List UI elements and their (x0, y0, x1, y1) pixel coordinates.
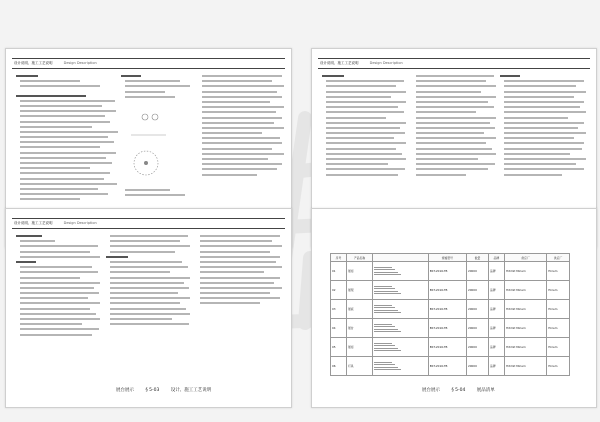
column-header (373, 254, 429, 262)
footer-title: 展品清单 (476, 388, 495, 393)
text-column-left (16, 235, 101, 339)
text-column-left (322, 75, 407, 179)
product-thumb (373, 281, 429, 300)
brand: 品牌 (489, 262, 505, 281)
table-row (331, 281, 570, 300)
row-number: 04 (331, 319, 347, 338)
sheet-header (318, 58, 590, 69)
row-number: 06 (331, 357, 347, 376)
model-number: BST-2016-TB (428, 281, 466, 300)
supplier: Hitimlt Miriem (504, 281, 546, 300)
table-row (331, 300, 570, 319)
footer-page-number: § 5-03 (145, 388, 160, 393)
table-row (331, 262, 570, 281)
product-name: 展柜 (346, 338, 372, 357)
text-column-left (16, 75, 126, 204)
column-header: 产品名称 (346, 254, 372, 262)
sheet-3 (5, 208, 292, 408)
quantity: 20000 (466, 319, 488, 338)
supplier-2: Hiriem (547, 338, 570, 357)
product-thumb (373, 338, 429, 357)
text-column-middle (106, 235, 191, 328)
product-name: 展柜 (346, 262, 372, 281)
sheet-header (12, 218, 285, 229)
supplier: Hitimlt Miriem (504, 262, 546, 281)
footer-page-number: § 5-04 (451, 388, 466, 393)
supplier: Hitimlt Miriem (504, 319, 546, 338)
footer-title: 设计、施工工艺说明 (170, 388, 212, 393)
sheet-footer (422, 387, 505, 393)
brand: 品牌 (489, 300, 505, 319)
product-name: 展台 (346, 319, 372, 338)
supplier-2: Hiriem (547, 262, 570, 281)
model-number: BST-2016-TB (428, 300, 466, 319)
footer-label: 展台展示 (116, 388, 134, 393)
table-row (331, 357, 570, 376)
column-header: 数量 (466, 254, 488, 262)
column-header: 规格型号 (428, 254, 466, 262)
row-number: 03 (331, 300, 347, 319)
sheet-footer (116, 387, 221, 393)
column-header: 品牌 (489, 254, 505, 262)
brand: 品牌 (489, 338, 505, 357)
row-number: 01 (331, 262, 347, 281)
product-thumb (373, 319, 429, 338)
table-header-row (331, 254, 570, 262)
table-row (331, 338, 570, 357)
table-row (331, 319, 570, 338)
diagram-sketch (121, 105, 181, 185)
supplier-2: Hiriem (547, 300, 570, 319)
quantity: 20000 (466, 281, 488, 300)
column-header: 序号 (331, 254, 347, 262)
row-number: 02 (331, 281, 347, 300)
sheet-header (12, 58, 285, 69)
section-title: 设计说明、施工工艺说明 (14, 61, 53, 65)
brand: 品牌 (489, 357, 505, 376)
brand: 品牌 (489, 319, 505, 338)
text-column-right (500, 75, 588, 179)
model-number: BST-2016-TB (428, 338, 466, 357)
product-table (330, 253, 570, 376)
supplier-2: Hiriem (547, 281, 570, 300)
section-subtitle: Design Description (63, 61, 97, 65)
row-number: 05 (331, 338, 347, 357)
product-name: 展架 (346, 281, 372, 300)
model-number: BST-2016-TB (428, 357, 466, 376)
section-title: 设计说明、施工工艺说明 (320, 61, 359, 65)
quantity: 20000 (466, 300, 488, 319)
section-subtitle: Design Description (63, 221, 97, 225)
footer-label: 展台展示 (422, 388, 440, 393)
supplier: Hitimlt Miriem (504, 300, 546, 319)
product-name: 展板 (346, 300, 372, 319)
supplier: Hitimlt Miriem (504, 357, 546, 376)
supplier-2: Hiriem (547, 357, 570, 376)
quantity: 20000 (466, 262, 488, 281)
product-thumb (373, 357, 429, 376)
quantity: 20000 (466, 338, 488, 357)
text-column-right (198, 75, 283, 179)
text-column-right (196, 235, 284, 308)
product-thumb (373, 300, 429, 319)
section-title: 设计说明、施工工艺说明 (14, 221, 53, 225)
column-header: 供应厂 (547, 254, 570, 262)
model-number: BST-2016-TB (428, 319, 466, 338)
product-name: 灯具 (346, 357, 372, 376)
supplier: Hitimlt Miriem (504, 338, 546, 357)
text-column-middle (412, 75, 497, 179)
diagram-column (121, 75, 196, 199)
section-subtitle: Design Description (369, 61, 403, 65)
model-number: BST-2016-TB (428, 262, 466, 281)
supplier-2: Hiriem (547, 319, 570, 338)
column-header: 供应厂 (504, 254, 546, 262)
brand: 品牌 (489, 281, 505, 300)
quantity: 20000 (466, 357, 488, 376)
product-thumb (373, 262, 429, 281)
